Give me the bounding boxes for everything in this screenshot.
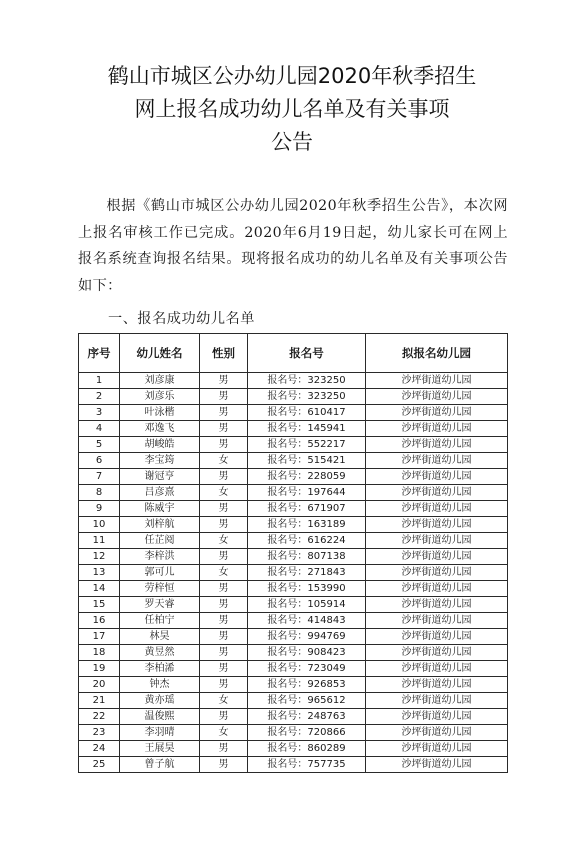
cell-child-name: 温俊熙 bbox=[120, 709, 200, 725]
cell-kindergarten: 沙坪街道幼儿园 bbox=[366, 437, 508, 453]
table-row bbox=[79, 597, 508, 613]
cell-registration-number: 报名号：197644 bbox=[248, 485, 366, 501]
cell-registration-number: 报名号：145941 bbox=[248, 421, 366, 437]
cell-registration-number: 报名号：757735 bbox=[248, 757, 366, 773]
cell-kindergarten: 沙坪街道幼儿园 bbox=[366, 693, 508, 709]
cell-registration-number: 报名号：994769 bbox=[248, 629, 366, 645]
cell-kindergarten: 沙坪街道幼儿园 bbox=[366, 629, 508, 645]
cell-gender: 女 bbox=[200, 693, 248, 709]
cell-gender: 男 bbox=[200, 517, 248, 533]
cell-index: 5 bbox=[79, 437, 120, 453]
table-row bbox=[79, 661, 508, 677]
cell-registration-number: 报名号：163189 bbox=[248, 517, 366, 533]
table-row bbox=[79, 405, 508, 421]
cell-gender: 女 bbox=[200, 485, 248, 501]
cell-registration-number: 报名号：723049 bbox=[248, 661, 366, 677]
cell-gender: 女 bbox=[200, 453, 248, 469]
table-row bbox=[79, 693, 508, 709]
cell-registration-number: 报名号：926853 bbox=[248, 677, 366, 693]
document-title bbox=[0, 60, 584, 159]
cell-index: 13 bbox=[79, 565, 120, 581]
cell-index: 10 bbox=[79, 517, 120, 533]
table-row bbox=[79, 437, 508, 453]
cell-index: 23 bbox=[79, 725, 120, 741]
cell-child-name: 任柏宁 bbox=[120, 613, 200, 629]
cell-index: 6 bbox=[79, 453, 120, 469]
cell-child-name: 陈威宇 bbox=[120, 501, 200, 517]
table-row bbox=[79, 725, 508, 741]
table-row bbox=[79, 565, 508, 581]
cell-gender: 男 bbox=[200, 581, 248, 597]
cell-registration-number: 报名号：610417 bbox=[248, 405, 366, 421]
cell-gender: 男 bbox=[200, 709, 248, 725]
cell-index: 9 bbox=[79, 501, 120, 517]
cell-child-name: 黄亦瑶 bbox=[120, 693, 200, 709]
cell-child-name: 邓逸飞 bbox=[120, 421, 200, 437]
cell-child-name: 林昊 bbox=[120, 629, 200, 645]
cell-kindergarten: 沙坪街道幼儿园 bbox=[366, 709, 508, 725]
cell-child-name: 刘梓航 bbox=[120, 517, 200, 533]
cell-kindergarten: 沙坪街道幼儿园 bbox=[366, 517, 508, 533]
section-heading: 一、报名成功幼儿名单 bbox=[108, 311, 255, 327]
intro-paragraph: 根据《鹤山市城区公办幼儿园2020年秋季招生公告》，本次网上报名审核工作已完成。2020年6月19日起，幼儿家长可在网上报名系统查询报名结果。现将报名成功的幼儿名单及有关事项公告如下： bbox=[78, 198, 508, 294]
cell-gender: 男 bbox=[200, 501, 248, 517]
title-line-3: 公告 bbox=[271, 130, 313, 154]
header-registration-number: 报名号 bbox=[248, 334, 366, 373]
table-row bbox=[79, 501, 508, 517]
table-row bbox=[79, 757, 508, 773]
cell-registration-number: 报名号：807138 bbox=[248, 549, 366, 565]
cell-gender: 男 bbox=[200, 645, 248, 661]
cell-registration-number: 报名号：965612 bbox=[248, 693, 366, 709]
cell-kindergarten: 沙坪街道幼儿园 bbox=[366, 533, 508, 549]
header-index: 序号 bbox=[79, 334, 120, 373]
cell-index: 18 bbox=[79, 645, 120, 661]
cell-child-name: 任芷阅 bbox=[120, 533, 200, 549]
cell-kindergarten: 沙坪街道幼儿园 bbox=[366, 677, 508, 693]
cell-registration-number: 报名号：616224 bbox=[248, 533, 366, 549]
table-row bbox=[79, 581, 508, 597]
cell-index: 21 bbox=[79, 693, 120, 709]
cell-gender: 男 bbox=[200, 437, 248, 453]
header-gender: 性别 bbox=[200, 334, 248, 373]
cell-index: 25 bbox=[79, 757, 120, 773]
cell-gender: 男 bbox=[200, 613, 248, 629]
cell-kindergarten: 沙坪街道幼儿园 bbox=[366, 373, 508, 389]
cell-gender: 男 bbox=[200, 677, 248, 693]
cell-kindergarten: 沙坪街道幼儿园 bbox=[366, 741, 508, 757]
table-row bbox=[79, 421, 508, 437]
cell-index: 16 bbox=[79, 613, 120, 629]
cell-gender: 男 bbox=[200, 741, 248, 757]
cell-index: 14 bbox=[79, 581, 120, 597]
cell-index: 2 bbox=[79, 389, 120, 405]
cell-kindergarten: 沙坪街道幼儿园 bbox=[366, 485, 508, 501]
table-row bbox=[79, 549, 508, 565]
cell-kindergarten: 沙坪街道幼儿园 bbox=[366, 549, 508, 565]
cell-registration-number: 报名号：323250 bbox=[248, 389, 366, 405]
cell-kindergarten: 沙坪街道幼儿园 bbox=[366, 421, 508, 437]
cell-kindergarten: 沙坪街道幼儿园 bbox=[366, 469, 508, 485]
cell-kindergarten: 沙坪街道幼儿园 bbox=[366, 613, 508, 629]
cell-registration-number: 报名号：414843 bbox=[248, 613, 366, 629]
cell-kindergarten: 沙坪街道幼儿园 bbox=[366, 661, 508, 677]
cell-kindergarten: 沙坪街道幼儿园 bbox=[366, 597, 508, 613]
cell-registration-number: 报名号：908423 bbox=[248, 645, 366, 661]
cell-gender: 男 bbox=[200, 469, 248, 485]
cell-registration-number: 报名号：153990 bbox=[248, 581, 366, 597]
cell-child-name: 曾子航 bbox=[120, 757, 200, 773]
cell-child-name: 劳梓恒 bbox=[120, 581, 200, 597]
cell-gender: 男 bbox=[200, 549, 248, 565]
cell-registration-number: 报名号：671907 bbox=[248, 501, 366, 517]
table-row bbox=[79, 469, 508, 485]
table-header-row bbox=[79, 334, 508, 373]
cell-kindergarten: 沙坪街道幼儿园 bbox=[366, 389, 508, 405]
cell-kindergarten: 沙坪街道幼儿园 bbox=[366, 581, 508, 597]
cell-gender: 男 bbox=[200, 389, 248, 405]
cell-registration-number: 报名号：323250 bbox=[248, 373, 366, 389]
cell-registration-number: 报名号：860289 bbox=[248, 741, 366, 757]
table-row bbox=[79, 629, 508, 645]
table-row bbox=[79, 373, 508, 389]
cell-child-name: 王展昊 bbox=[120, 741, 200, 757]
cell-index: 17 bbox=[79, 629, 120, 645]
cell-gender: 男 bbox=[200, 629, 248, 645]
cell-child-name: 吕彦熹 bbox=[120, 485, 200, 501]
cell-kindergarten: 沙坪街道幼儿园 bbox=[366, 453, 508, 469]
table-row bbox=[79, 709, 508, 725]
table-row bbox=[79, 453, 508, 469]
cell-index: 22 bbox=[79, 709, 120, 725]
cell-kindergarten: 沙坪街道幼儿园 bbox=[366, 501, 508, 517]
cell-gender: 男 bbox=[200, 757, 248, 773]
table-body bbox=[79, 373, 508, 773]
cell-child-name: 郭可儿 bbox=[120, 565, 200, 581]
cell-registration-number: 报名号：515421 bbox=[248, 453, 366, 469]
cell-kindergarten: 沙坪街道幼儿园 bbox=[366, 565, 508, 581]
cell-index: 12 bbox=[79, 549, 120, 565]
cell-child-name: 叶泳楷 bbox=[120, 405, 200, 421]
cell-gender: 女 bbox=[200, 725, 248, 741]
table-row bbox=[79, 389, 508, 405]
cell-kindergarten: 沙坪街道幼儿园 bbox=[366, 757, 508, 773]
table-row bbox=[79, 517, 508, 533]
cell-kindergarten: 沙坪街道幼儿园 bbox=[366, 405, 508, 421]
cell-index: 11 bbox=[79, 533, 120, 549]
cell-child-name: 罗天睿 bbox=[120, 597, 200, 613]
cell-index: 19 bbox=[79, 661, 120, 677]
cell-gender: 男 bbox=[200, 661, 248, 677]
cell-child-name: 钟杰 bbox=[120, 677, 200, 693]
header-kindergarten: 拟报名幼儿园 bbox=[366, 334, 508, 373]
table-row bbox=[79, 485, 508, 501]
enrollment-table bbox=[78, 333, 508, 773]
cell-index: 7 bbox=[79, 469, 120, 485]
header-child-name: 幼儿姓名 bbox=[120, 334, 200, 373]
cell-child-name: 谢冠亨 bbox=[120, 469, 200, 485]
title-line-2: 网上报名成功幼儿名单及有关事项 bbox=[134, 97, 450, 121]
cell-index: 20 bbox=[79, 677, 120, 693]
cell-index: 24 bbox=[79, 741, 120, 757]
cell-registration-number: 报名号：105914 bbox=[248, 597, 366, 613]
cell-registration-number: 报名号：248763 bbox=[248, 709, 366, 725]
cell-child-name: 李宝筠 bbox=[120, 453, 200, 469]
title-line-1: 鹤山市城区公办幼儿园2020年秋季招生 bbox=[107, 64, 477, 88]
cell-child-name: 刘彦乐 bbox=[120, 389, 200, 405]
cell-registration-number: 报名号：552217 bbox=[248, 437, 366, 453]
cell-index: 15 bbox=[79, 597, 120, 613]
intro-paragraph-block bbox=[78, 193, 508, 299]
cell-gender: 男 bbox=[200, 373, 248, 389]
cell-child-name: 黄昱然 bbox=[120, 645, 200, 661]
cell-index: 4 bbox=[79, 421, 120, 437]
cell-child-name: 李梓洪 bbox=[120, 549, 200, 565]
cell-index: 3 bbox=[79, 405, 120, 421]
cell-index: 1 bbox=[79, 373, 120, 389]
cell-child-name: 李羽晴 bbox=[120, 725, 200, 741]
cell-child-name: 李柏浠 bbox=[120, 661, 200, 677]
cell-gender: 女 bbox=[200, 533, 248, 549]
cell-registration-number: 报名号：271843 bbox=[248, 565, 366, 581]
table-row bbox=[79, 613, 508, 629]
cell-gender: 女 bbox=[200, 565, 248, 581]
cell-registration-number: 报名号：720866 bbox=[248, 725, 366, 741]
cell-kindergarten: 沙坪街道幼儿园 bbox=[366, 645, 508, 661]
table-row bbox=[79, 741, 508, 757]
cell-registration-number: 报名号：228059 bbox=[248, 469, 366, 485]
cell-child-name: 刘彦康 bbox=[120, 373, 200, 389]
cell-child-name: 胡峻皓 bbox=[120, 437, 200, 453]
cell-gender: 男 bbox=[200, 597, 248, 613]
cell-index: 8 bbox=[79, 485, 120, 501]
table-row bbox=[79, 677, 508, 693]
cell-gender: 男 bbox=[200, 405, 248, 421]
cell-kindergarten: 沙坪街道幼儿园 bbox=[366, 725, 508, 741]
table-row bbox=[79, 533, 508, 549]
table-row bbox=[79, 645, 508, 661]
cell-gender: 男 bbox=[200, 421, 248, 437]
